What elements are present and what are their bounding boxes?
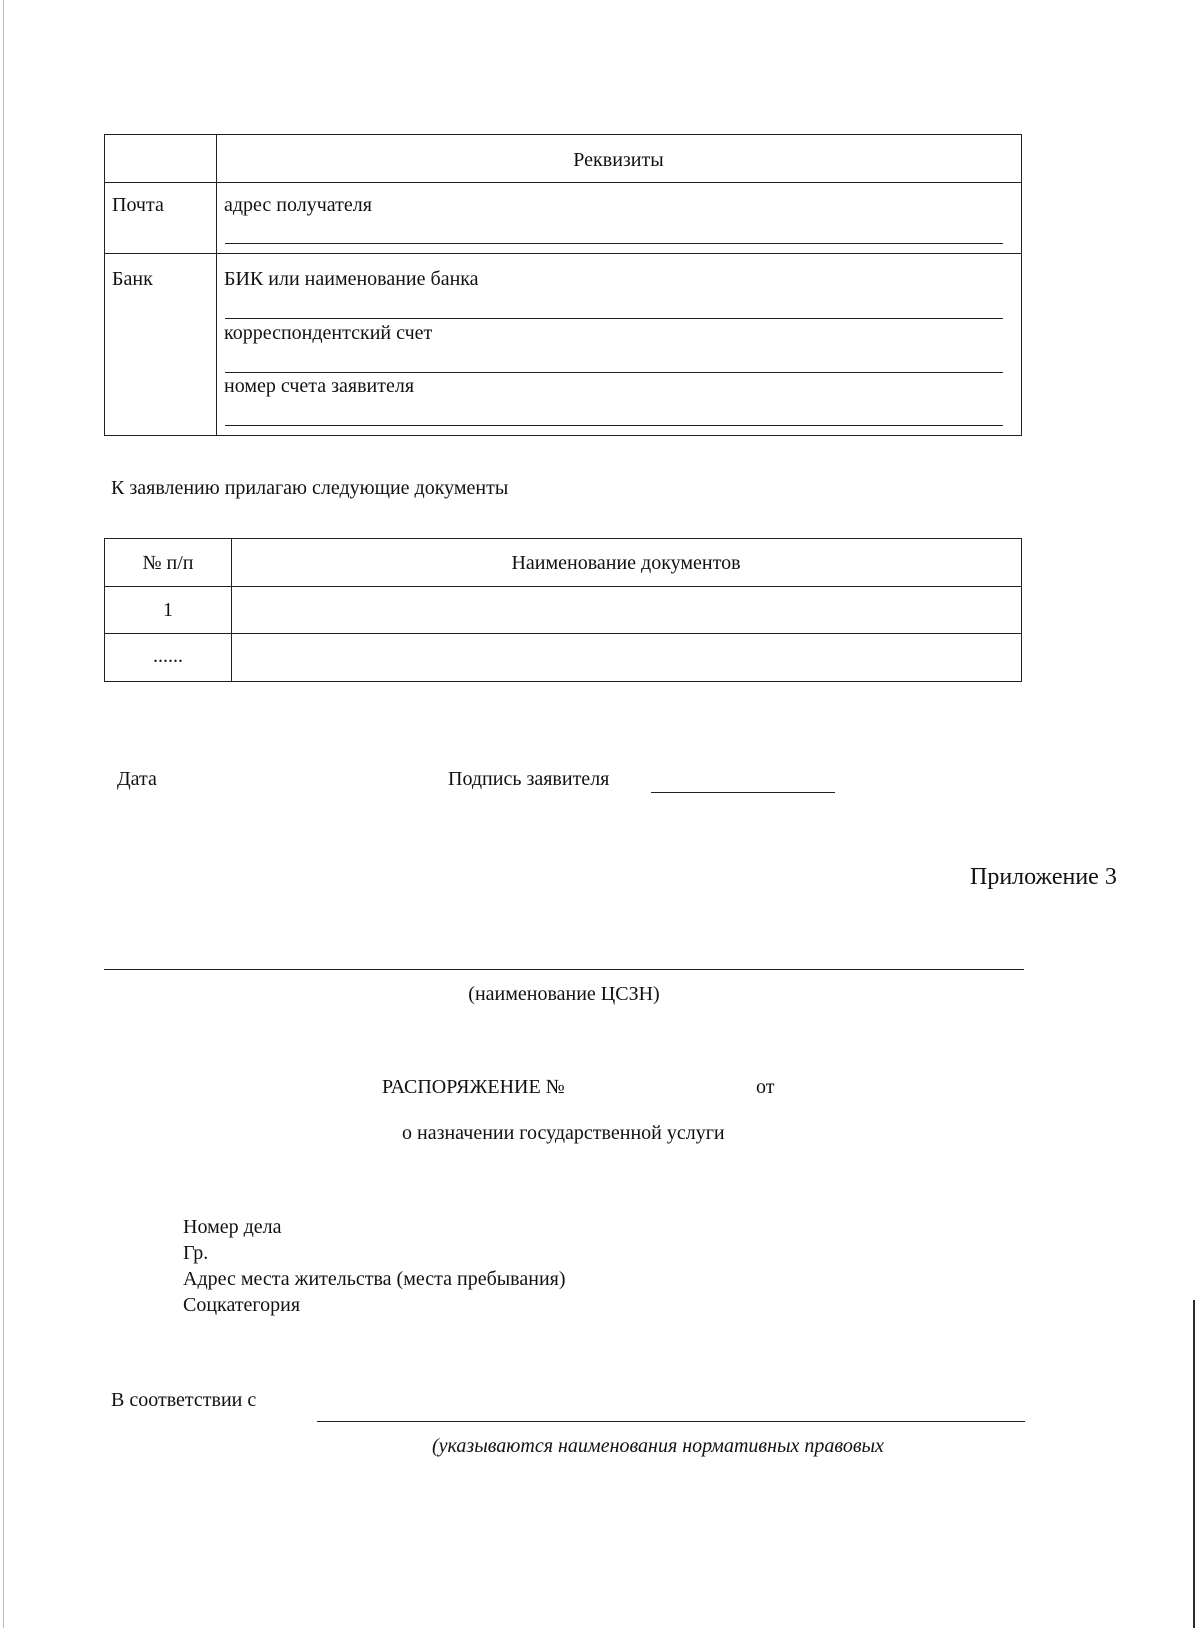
org-caption: (наименование ЦСЗН)	[468, 983, 660, 1005]
attachments-table	[104, 538, 1022, 682]
field-label-corr-account: корреспондентский счет	[224, 322, 433, 344]
fill-line	[225, 372, 1003, 373]
case-field-category: Соцкатегория	[183, 1294, 301, 1316]
case-field-number: Номер дела	[183, 1216, 282, 1238]
order-title: РАСПОРЯЖЕНИЕ №	[382, 1076, 565, 1098]
attachments-intro: К заявлению прилагаю следующие документы	[111, 477, 509, 499]
table-divider	[105, 182, 1021, 183]
column-header-number: № п/п	[142, 552, 194, 574]
fill-line	[225, 425, 1003, 426]
row-label-bank: Банк	[112, 268, 153, 290]
field-label-bank-id: БИК или наименование банка	[224, 268, 479, 290]
column-header-document-name: Наименование документов	[511, 552, 741, 574]
requisites-header: Реквизиты	[573, 149, 664, 171]
scan-edge	[1193, 1300, 1195, 1628]
table-divider	[216, 135, 217, 435]
table-row-number: 1	[163, 599, 173, 621]
table-divider	[105, 253, 1021, 254]
case-field-citizen: Гр.	[183, 1242, 209, 1264]
accordance-note: (указываются наименования нормативных правовых	[432, 1435, 884, 1457]
table-divider	[105, 586, 1021, 587]
fill-line	[225, 318, 1003, 319]
order-subject: о назначении государственной услуги	[402, 1122, 725, 1144]
row-label-mail: Почта	[112, 194, 164, 216]
order-from: от	[756, 1076, 775, 1098]
table-divider	[105, 633, 1021, 634]
signature-line	[651, 792, 835, 793]
case-field-address: Адрес места жительства (места пребывания)	[183, 1268, 566, 1290]
accordance-line	[317, 1421, 1025, 1422]
date-label: Дата	[117, 768, 157, 790]
field-label-applicant-account: номер счета заявителя	[224, 375, 415, 397]
scan-edge	[3, 0, 4, 1628]
requisites-table	[104, 134, 1022, 436]
accordance-label: В соответствии с	[111, 1389, 257, 1411]
table-row-number: ......	[153, 645, 183, 667]
org-name-line	[104, 969, 1024, 970]
appendix-title: Приложение 3	[970, 864, 1117, 890]
field-label-recipient-address: адрес получателя	[224, 194, 372, 216]
fill-line	[225, 243, 1003, 244]
signature-label: Подпись заявителя	[448, 768, 610, 790]
